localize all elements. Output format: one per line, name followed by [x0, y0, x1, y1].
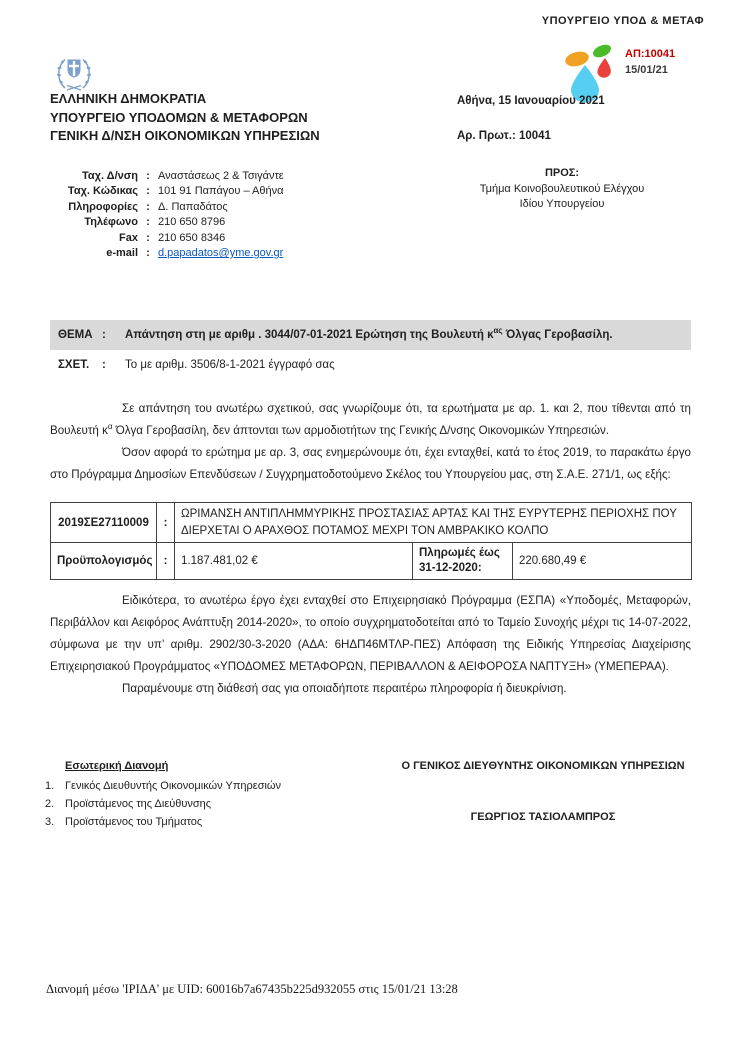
- city-date: Αθήνα, 15 Ιανουαρίου 2021: [457, 95, 605, 107]
- signatory-name: ΓΕΩΡΓΙΟΣ ΤΑΣΙΟΛΑΜΠΡΟΣ: [470, 811, 616, 823]
- signatory-title: Ο ΓΕΝΙΚΟΣ ΔΙΕΥΘΥΝΤΗΣ ΟΙΚΟΝΟΜΙΚΩΝ ΥΠΗΡΕΣΙΩΝ: [401, 760, 685, 772]
- project-table: [50, 502, 692, 580]
- contact-colon: :: [146, 200, 150, 213]
- reference-label: ΣΧΕΤ.: [58, 359, 90, 371]
- reference-line: [50, 359, 691, 371]
- body-section-1: [50, 398, 691, 486]
- project-title-cell: ΩΡΙΜΑΝΣΗ ΑΝΤΙΠΛΗΜΜΥΡΙΚΗΣ ΠΡΟΣΤΑΣΙΑΣ ΑΡΤΑΣ ΚΑΙ ΤΗΣ ΕΥΡΥΤΕΡΗΣ ΠΕΡΙΟΧΗΣ ΠΟΥ ΔΙΕΡΧΕΤΑΙ Ο ΑΡΑΧΘΟΣ ΠΟΤΑΜΟΣ ΜΕΧΡΙ ΤΟΝ ΑΜΒΡΑΚΙΚΟ ΚΟΛΠΟ: [175, 503, 692, 543]
- recipient-line-department: Τμήμα Κοινοβουλευτικού Ελέγχου: [479, 182, 645, 195]
- contact-row-email: [50, 246, 284, 261]
- distribution-item-label: Γενικός Διευθυντής Οικονομικών Υπηρεσιών: [65, 780, 282, 792]
- payments-value-cell: 220.680,49 €: [513, 543, 692, 580]
- org-line-republic: ΕΛΛΗΝΙΚΗ ΔΗΜΟΚΡΑΤΙΑ: [50, 91, 207, 106]
- contact-label: Fax: [119, 231, 138, 244]
- contact-value: 101 91 Παπάγου – Αθήνα: [158, 185, 284, 198]
- contact-colon: :: [146, 247, 150, 260]
- org-line-directorate: ΓΕΝΙΚΗ Δ/ΝΣΗ ΟΙΚΟΝΟΜΙΚΩΝ ΥΠΗΡΕΣΙΩΝ: [50, 128, 320, 143]
- distribution-item-number: 2.: [45, 798, 55, 810]
- contact-row-telephone: [50, 215, 284, 230]
- distribution-item-number: 1.: [45, 780, 55, 792]
- org-line-ministry: ΥΠΟΥΡΓΕΙΟ ΥΠΟΔΟΜΩΝ & ΜΕΤΑΦΟΡΩΝ: [50, 109, 308, 125]
- email-link[interactable]: d.papadatos@yme.gov.gr: [158, 247, 284, 260]
- project-code-cell: 2019ΣΕ27110009: [51, 503, 157, 543]
- body-paragraph-2: Όσον αφορά το ερώτημα με αρ. 3, σας ενημερώνουμε ότι, έχει ενταχθεί, κατά το έτος 2019, το παρακάτω έργο στο Πρόγραμμα Δημοσίων Επενδύσεων / Συγχρηματοδοτούμενο Σκέλος του Υπουργείου μας, στη Σ.Α.Ε. 271/1, ως εξής:: [50, 446, 691, 481]
- subject-bar: [50, 320, 691, 350]
- body-paragraph-1: Σε απάντηση του ανωτέρω σχετικού, σας γνωρίζουμε ότι, τα ερωτήματα με αρ. 1. και 2, που τίθενται από τη Βουλευτή $\kappa^\alpha$ Όλγα Γεροβασίλη, δεν άπτονται των αρμοδιοτήτων της Γενικής Δ/νσης Οικονομικών Υπηρεσιών.: [50, 402, 691, 437]
- organization-block: [50, 90, 320, 146]
- distribution-item-number: 3.: [45, 816, 55, 828]
- subject-label: ΘΕΜΑ: [58, 329, 93, 341]
- contact-value: Δ. Παπαδάτος: [158, 200, 228, 213]
- contact-row-fax: [50, 231, 284, 246]
- protocol-stamp-date: 15/01/21: [625, 64, 668, 76]
- irida-distribution-note: Διανομή μέσω 'ΙΡΙΔΑ' με UID: 60016b7a67435b225d932055 στις 15/01/21 13:28: [46, 982, 458, 996]
- contact-colon: :: [146, 216, 150, 229]
- contact-label: Ταχ. Κώδικας: [67, 185, 138, 198]
- reference-colon: :: [102, 359, 106, 371]
- recipient-block: [452, 166, 672, 213]
- body-superscript: α: [107, 422, 113, 432]
- distribution-item-label: Προϊστάμενος της Διεύθυνσης: [65, 798, 212, 810]
- contact-row-postcode: [50, 184, 284, 199]
- project-title-row: [51, 503, 692, 543]
- protocol-stamp-number: ΑΠ:10041: [625, 48, 676, 60]
- body-section-2: [50, 590, 691, 700]
- contact-label: e-mail: [106, 247, 138, 260]
- protocol-stamp: [625, 46, 675, 78]
- contact-value: 210 650 8796: [158, 216, 226, 229]
- subject-superscript: ας: [493, 326, 503, 336]
- contact-label: Τηλέφωνο: [84, 216, 138, 229]
- ministry-header-short: ΥΠΟΥΡΓΕΙΟ ΥΠΟΔ & ΜΕΤΑΦ: [541, 15, 704, 27]
- distribution-item-label: Προϊστάμενος του Τμήματος: [65, 816, 203, 828]
- contact-value: Αναστάσεως 2 & Τσιγάντε: [158, 170, 284, 182]
- subject-colon: :: [102, 329, 106, 341]
- body-paragraph-4: Παραμένουμε στη διάθεσή σας για οποιαδήποτε περαιτέρω πληροφορία ή διευκρίνιση.: [122, 682, 567, 695]
- contact-label: Ταχ. Δ/νση: [81, 170, 138, 182]
- contact-colon: :: [146, 231, 150, 244]
- distribution-item: [45, 813, 281, 831]
- subject-text: Απάντηση στη με αριθμ . 3044/07-01-2021 Ερώτηση της Βουλευτή $\kappa^{\alpha\varsigma}$ Όλγας Γεροβασίλη.: [125, 326, 613, 341]
- contact-row-address: [50, 169, 284, 184]
- protocol-number-line: Αρ. Πρωτ.: 10041: [457, 130, 551, 142]
- budget-value-cell: 1.187.481,02 €: [175, 543, 413, 580]
- project-budget-row: [51, 543, 692, 580]
- contact-block: [50, 169, 284, 261]
- reference-text: Το με αριθμ. 3506/8-1-2021 έγγραφό σας: [125, 359, 335, 371]
- recipient-line-ministry: Ιδίου Υπουργείου: [519, 198, 605, 210]
- contact-row-information: [50, 200, 284, 215]
- budget-label-cell: Προϋπολογισμός: [51, 543, 157, 580]
- contact-label: Πληροφορίες: [68, 200, 138, 213]
- internal-distribution: [45, 757, 281, 831]
- distribution-item: [45, 777, 281, 795]
- body-paragraph-3: Ειδικότερα, το ανωτέρω έργο έχει ενταχθεί στο Επιχειρησιακό Πρόγραμμα (ΕΣΠΑ) «Υποδομές, Μεταφορών, Περιβάλλον και Αειφόρος Ανάπτυξη 2014-2020», το οποίο συγχρηματοδοτείται από το Ταμείο Συνοχής μέχρι τις 14-07-2022, σύμφωνα με την υπ’ αριθμ. 2902/30-3-2020 (ΑΔΑ: 6ΗΔΠ46ΜΤΛΡ-ΠΕΣ) Απόφαση της Ειδικής Υπηρεσίας Διαχείρισης Επιχειρησιακού Προγράμματος «ΥΠΟΔΟΜΕΣ ΜΕΤΑΦΟΡΩΝ, ΠΕΡΙΒΑΛΛΟΝ & ΑΕΙΦΟΡΟΣΑ ΝΑΠΤΥΞΗ» (ΥΜΕΠΕΡΑΑ).: [50, 594, 691, 673]
- contact-value: 210 650 8346: [158, 231, 226, 244]
- distribution-item: [45, 795, 281, 813]
- budget-colon-cell: :: [157, 543, 175, 580]
- internal-distribution-title: Εσωτερική Διανομή: [65, 760, 169, 772]
- payments-label-cell: Πληρωμές έως 31-12-2020:: [413, 543, 513, 580]
- signature-block: [398, 760, 688, 823]
- recipient-heading: ΠΡΟΣ:: [544, 167, 580, 179]
- project-colon-cell: :: [157, 503, 175, 543]
- contact-colon: :: [146, 170, 150, 182]
- contact-colon: :: [146, 185, 150, 198]
